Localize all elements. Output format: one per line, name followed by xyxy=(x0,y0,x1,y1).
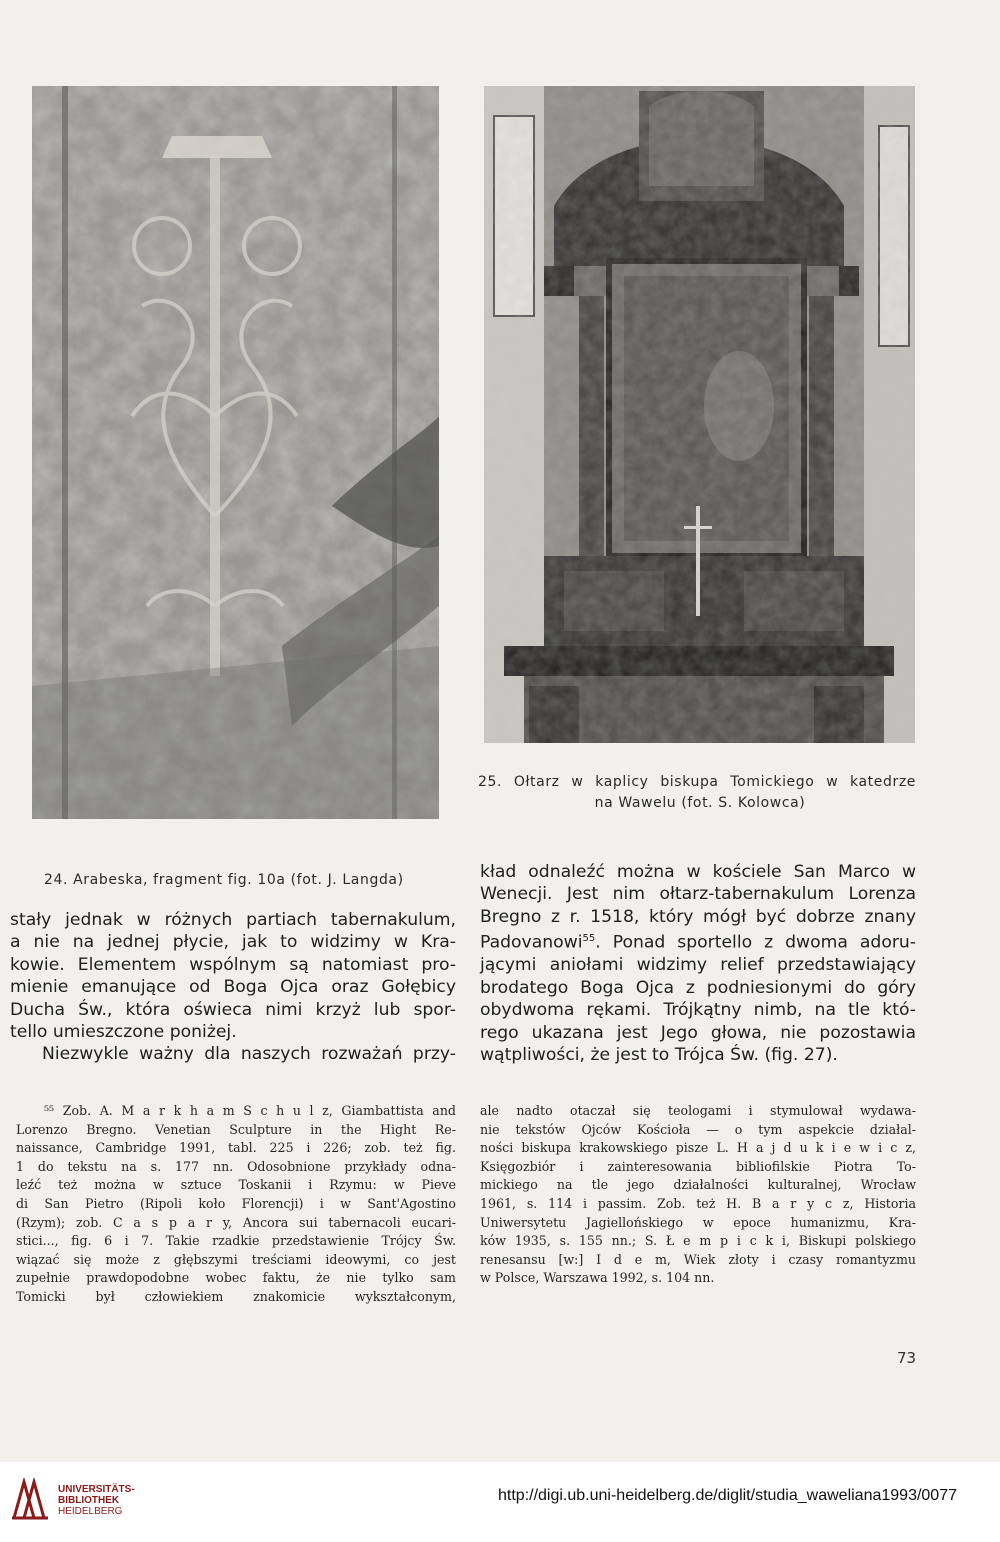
text-fragment: Padovanowi xyxy=(480,932,583,953)
library-name-line: HEIDELBERG xyxy=(58,1506,123,1517)
source-url-link[interactable]: http://digi.ub.uni-heidelberg.de/diglit/studia_waweliana1993/0077 xyxy=(498,1487,957,1504)
library-logo-icon xyxy=(10,1478,50,1522)
library-name xyxy=(58,1484,135,1517)
footnote-line: naissance, Cambridge 1991, tabl. 225 i 226; zob. też fig. xyxy=(16,1140,456,1156)
text-line: obydwoma rękami. Trójkątny nimb, na tle któ- xyxy=(480,1000,916,1021)
footnotes-right xyxy=(480,1102,916,1288)
text-line: jącymi aniołami widzimy relief przedstawiający xyxy=(480,955,916,976)
footnote-line: wiązać się może z głębszymi treściami ideowymi, co jest xyxy=(16,1251,456,1267)
footnote-line: Księgozbiór i zainteresowania bibliofilskie Piotra To- xyxy=(480,1158,916,1174)
footnote-line: Lorenzo Bregno. Venetian Sculpture in the Hight Re- xyxy=(16,1121,456,1137)
text-line: a nie na jednej płycie, jak to widzimy w Kra- xyxy=(10,932,456,953)
left-column-text xyxy=(10,909,456,1066)
footnote-ref[interactable]: 55 xyxy=(582,933,596,945)
figure-24-caption: 24. Arabeska, fragment fig. 10a (fot. J. Langda) xyxy=(44,872,404,888)
footnote-line: Tomicki był człowiekiem znakomicie wykształconym, xyxy=(16,1288,456,1304)
footer-bar xyxy=(0,1462,1000,1542)
library-name-line: UNIVERSITÄTS- xyxy=(58,1484,135,1495)
footnote-line: mickiego na tle jego działalności kulturalnej, Wrocław xyxy=(480,1177,916,1193)
right-column-text xyxy=(480,861,916,1066)
figure-25-caption-line2: na Wawelu (fot. S. Kolowca) xyxy=(594,795,806,811)
figure-25-caption-line1: 25. Ołtarz w kaplicy biskupa Tomickiego w katedrze xyxy=(478,774,916,790)
footnote-line: renesansu [w:] I d e m, Wiek złoty i czasy romantyzmu xyxy=(480,1251,916,1267)
footnote-line: nie tekstów Ojców Kościoła — o tym aspekcie działal- xyxy=(480,1121,916,1137)
footnote-line: 1961, s. 114 i passim. Zob. też H. B a r y c z, Historia xyxy=(480,1195,916,1211)
figure-25-photo xyxy=(484,86,915,743)
page-number: 73 xyxy=(897,1349,917,1367)
footnote-line: di San Pietro (Ripoli koło Florencji) i w Sant'Agostino xyxy=(16,1195,456,1211)
text-line: Niezwykle ważny dla naszych rozważań przy- xyxy=(42,1044,456,1065)
text-line: wątpliwości, że jest to Trójca Św. (fig. 27). xyxy=(480,1044,838,1065)
footnote-line: (Rzym); zob. C a s p a r y, Ancora sui tabernacoli eucari- xyxy=(16,1214,456,1230)
text-line: Ducha Św., która oświeca nimi krzyż lub spor- xyxy=(10,999,456,1020)
footnote-line: ⁵⁵ Zob. A. M a r k h a m S c h u l z, Giambattista and xyxy=(44,1103,456,1118)
text-line: Bregno z r. 1518, który mógł być dobrze znany xyxy=(480,906,916,927)
footnote-line: zupełnie prawdopodobne wobec faktu, że nie tylko sam xyxy=(16,1270,456,1286)
text-line: brodatego Boga Ojca z podniesionymi do góry xyxy=(480,977,916,998)
text-line: kowie. Elementem wspólnym są natomiast pro- xyxy=(10,954,456,975)
text-line-with-footnote xyxy=(480,928,916,954)
text-line: mienie emanujące od Boga Ojca oraz Gołębicy xyxy=(10,977,456,998)
footnote-line: ków 1935, s. 155 nn.; S. Ł e m p i c k i, Biskupi polskiego xyxy=(480,1233,916,1249)
figure-24-photo xyxy=(32,86,439,819)
library-name-line: BIBLIOTHEK xyxy=(58,1495,120,1506)
text-line: Wenecji. Jest nim ołtarz-tabernakulum Lorenza xyxy=(480,884,916,905)
text-line: rego ukazana jest Jego głowa, nie pozostawia xyxy=(480,1022,916,1043)
footnote-line: ale nadto otaczał się teologami i stymulował wydawa- xyxy=(480,1103,916,1118)
text-line: tello umieszczone poniżej. xyxy=(10,1022,237,1043)
text-fragment: . Ponad sportello z dwoma adoru- xyxy=(595,932,916,953)
footnote-line: stici..., fig. 6 i 7. Takie rzadkie przedstawienie Trójcy Św. xyxy=(16,1233,456,1249)
text-line: stały jednak w różnych partiach tabernakulum, xyxy=(10,910,456,930)
footnote-line: 1 do tekstu na s. 177 nn. Odosobnione przykłady odna- xyxy=(16,1158,456,1174)
footnote-line: w Polsce, Warszawa 1992, s. 104 nn. xyxy=(480,1270,715,1286)
footnote-line: leźć też można w sztuce Toskanii i Rzymu: w Pieve xyxy=(16,1177,456,1193)
footnotes-left xyxy=(16,1102,456,1307)
footnote-line: ności biskupa krakowskiego pisze L. H a j d u k i e w i c z, xyxy=(480,1140,916,1156)
text-line: kład odnaleźć można w kościele San Marco w xyxy=(480,862,916,882)
footnote-line: Uniwersytetu Jagiellońskiego w epoce humanizmu, Kra- xyxy=(480,1214,916,1230)
